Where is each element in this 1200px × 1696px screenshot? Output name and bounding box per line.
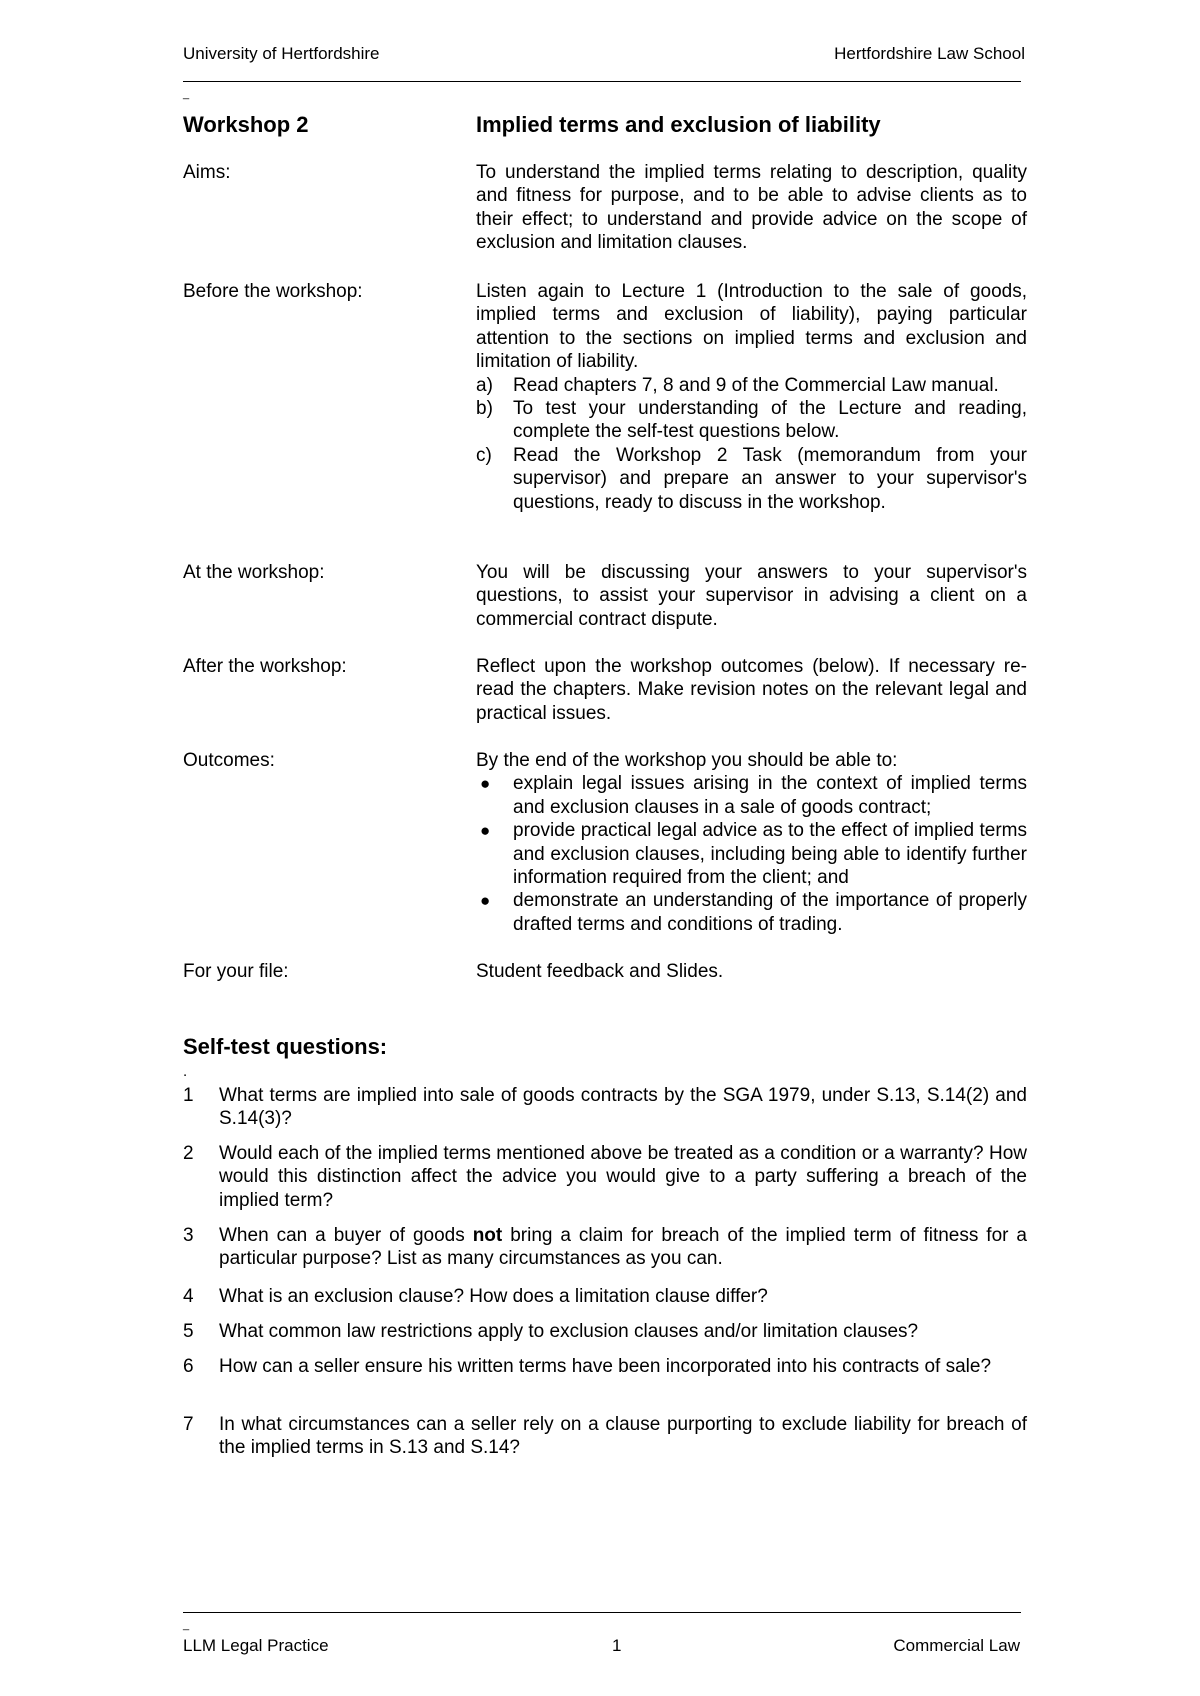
list-item-text: Read chapters 7, 8 and 9 of the Commercial Law manual.	[513, 374, 999, 396]
question-number: 1	[183, 1085, 194, 1106]
header-rule	[183, 81, 1021, 82]
list-item-text: explain legal issues arising in the context of implied terms and exclusion clauses in a sale of goods contract;	[513, 773, 1027, 818]
footer-rule	[183, 1612, 1021, 1613]
header-institution: University of Hertfordshire	[183, 44, 380, 63]
list-item	[476, 889, 1027, 936]
list-item	[476, 397, 1027, 444]
footer-rule-mark: _	[183, 1619, 190, 1631]
footer-course: LLM Legal Practice	[183, 1636, 329, 1655]
question-emphasis: not	[472, 1225, 503, 1246]
outcomes-content	[476, 749, 1027, 936]
question-text: What common law restrictions apply to exclusion clauses and/or limitation clauses?	[219, 1321, 919, 1342]
after-label: After the workshop:	[183, 656, 347, 677]
question-text: In what circumstances can a seller rely on a clause purporting to exclude liability for breach of the implied terms in S.13 and S.14?	[219, 1414, 1027, 1459]
aims-label: Aims:	[183, 162, 231, 183]
list-marker: a)	[476, 374, 493, 396]
outcomes-label: Outcomes:	[183, 750, 275, 771]
list-item-text: To test your understanding of the Lecture and reading, complete the self-test questions below.	[513, 398, 1027, 443]
bullet-icon: ●	[480, 891, 491, 911]
question-number: 3	[183, 1225, 194, 1246]
list-item	[476, 772, 1027, 819]
question-number: 7	[183, 1414, 194, 1435]
list-item	[476, 444, 1027, 514]
list-item	[476, 819, 1027, 889]
question-text: What terms are implied into sale of goods contracts by the SGA 1979, under S.13, S.14(2) and S.14(3)?	[219, 1085, 1027, 1130]
question-number: 4	[183, 1286, 194, 1307]
question-text-start: When can a buyer of goods	[219, 1225, 473, 1246]
before-content	[476, 280, 1027, 514]
list-item-text: Read the Workshop 2 Task (memorandum from your supervisor) and prepare an answer to your supervisor's questions, ready to discuss in the workshop.	[513, 444, 1027, 513]
at-label: At the workshop:	[183, 562, 325, 583]
outcomes-list	[476, 772, 1027, 936]
self-test-heading: Self-test questions:	[183, 1034, 388, 1059]
self-test-dot: .	[183, 1063, 188, 1080]
question-number: 6	[183, 1356, 194, 1377]
bullet-icon: ●	[480, 774, 491, 794]
header-rule-mark: _	[183, 88, 190, 100]
question-text-end: bring a claim for breach of the implied term of fitness for a particular purpose? List as many circumstances as you can.	[219, 1225, 1027, 1270]
workshop-title: Implied terms and exclusion of liability	[476, 112, 881, 137]
list-item	[476, 374, 1027, 397]
list-marker: c)	[476, 444, 492, 466]
question-text: Would each of the implied terms mentioned above be treated as a condition or a warranty? How would this distinction affect the advice you would give to a party suffering a breach of the implied term?	[219, 1143, 1027, 1211]
list-marker: b)	[476, 398, 493, 420]
at-text: You will be discussing your answers to your supervisor's questions, to assist your supervisor in advising a client on a commercial contract dispute.	[476, 562, 1027, 630]
workshop-label: Workshop 2	[183, 112, 309, 137]
outcomes-intro: By the end of the workshop you should be able to:	[476, 750, 898, 771]
bullet-icon: ●	[480, 821, 491, 841]
footer-module: Commercial Law	[893, 1636, 1020, 1655]
aims-text: To understand the implied terms relating to description, quality and fitness for purpose, and to be able to advise clients as to their effect; to understand and provide advice on the scope of exclusion and limitation clauses.	[476, 162, 1027, 254]
after-text: Reflect upon the workshop outcomes (below). If necessary re-read the chapters. Make revision notes on the relevant legal and practical issues.	[476, 656, 1027, 724]
header-school: Hertfordshire Law School	[834, 44, 1025, 63]
question-text: How can a seller ensure his written terms have been incorporated into his contracts of sale?	[219, 1356, 992, 1377]
file-label: For your file:	[183, 961, 289, 982]
question-number: 2	[183, 1143, 194, 1164]
list-item-text: provide practical legal advice as to the effect of implied terms and exclusion clauses, including being able to identify further information required from the client; and	[513, 820, 1027, 889]
question-number: 5	[183, 1321, 194, 1342]
question-text	[219, 1224, 1027, 1271]
list-item-text: demonstrate an understanding of the importance of properly drafted terms and conditions of trading.	[513, 890, 1027, 935]
before-intro: Listen again to Lecture 1 (Introduction to the sale of goods, implied terms and exclusion of liability), paying particular attention to the sections on implied terms and exclusion and limitation of liability.	[476, 281, 1027, 373]
before-label: Before the workshop:	[183, 281, 363, 302]
file-text: Student feedback and Slides.	[476, 961, 724, 982]
before-task-list	[476, 374, 1027, 514]
page-number: 1	[612, 1636, 622, 1655]
question-text: What is an exclusion clause? How does a limitation clause differ?	[219, 1286, 768, 1307]
